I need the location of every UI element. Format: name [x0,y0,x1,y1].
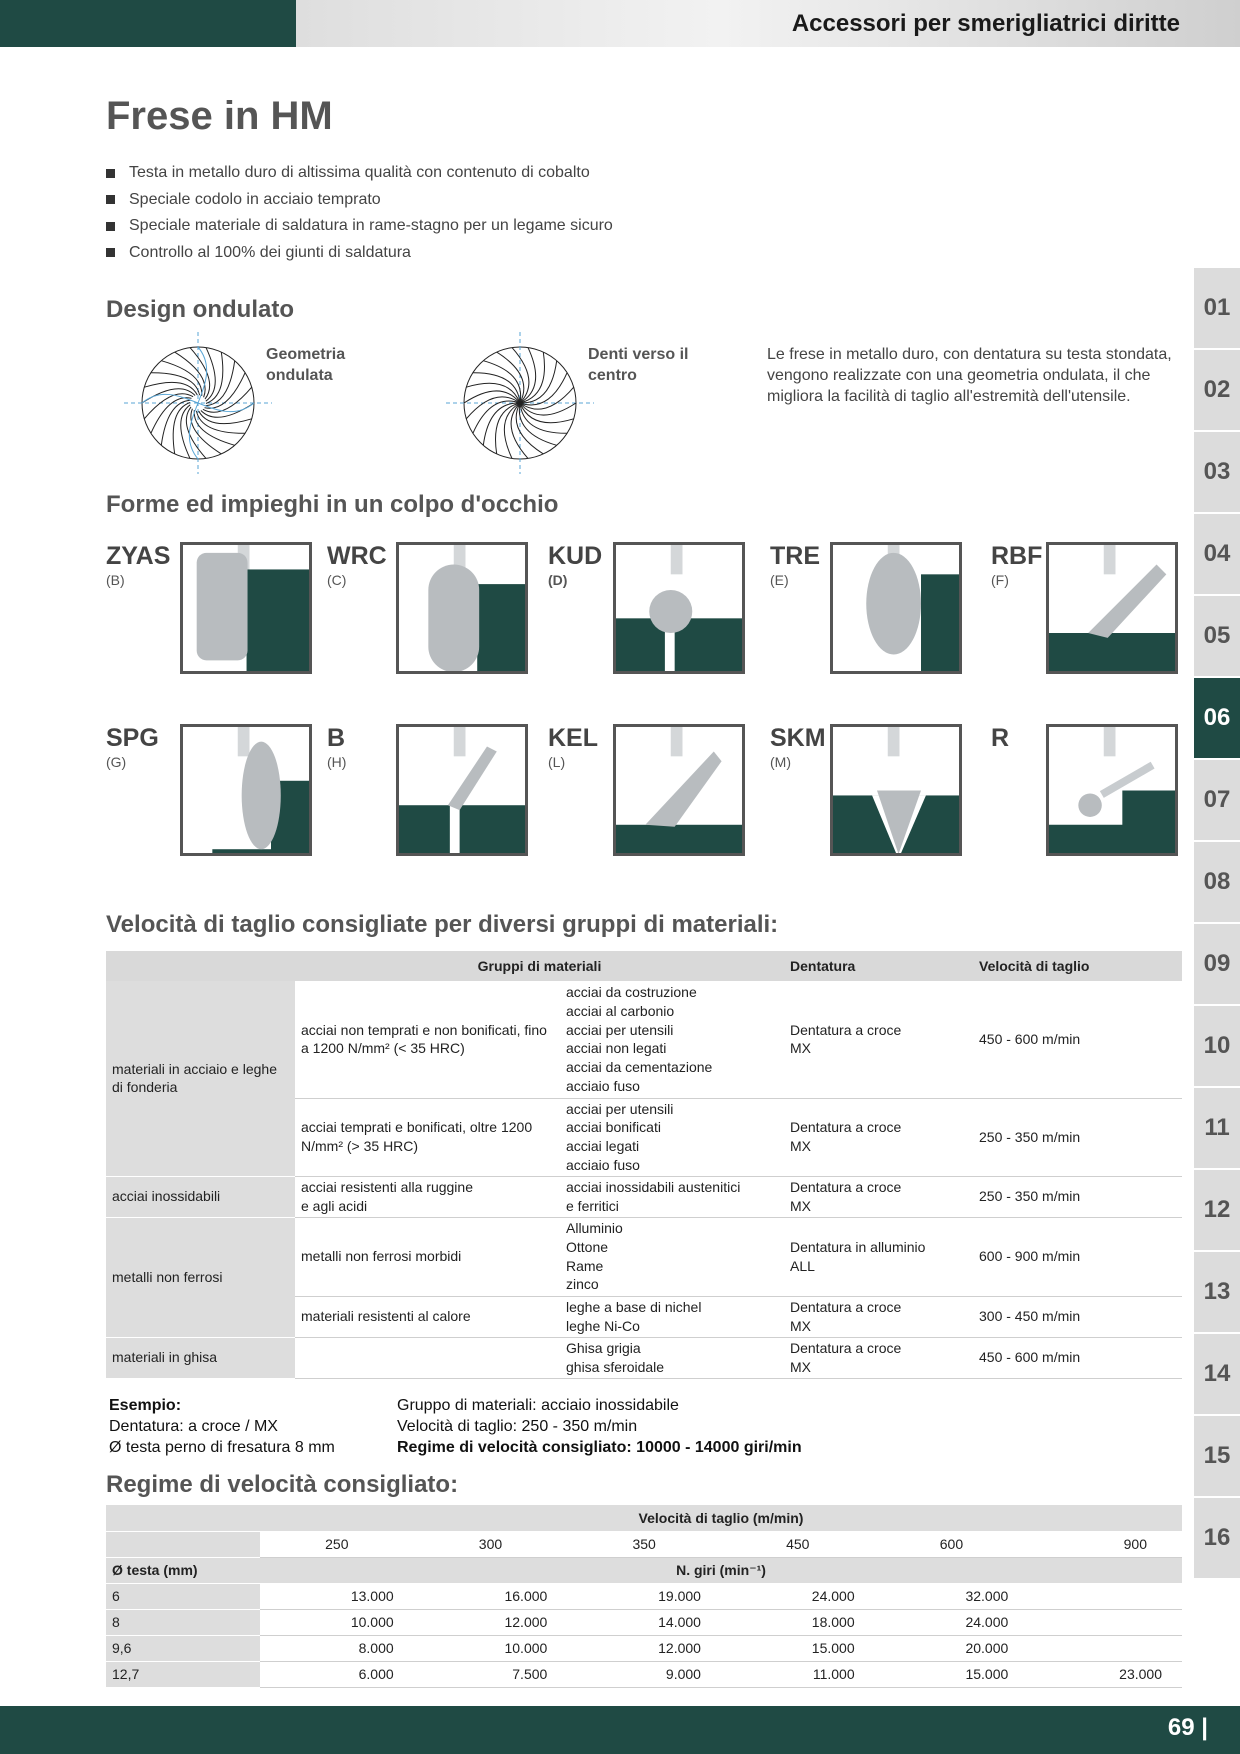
shape-kud [548,542,753,682]
shape-subcode: (L) [548,754,566,770]
shape-code: KUD [548,542,603,570]
bullet-square-icon [106,222,115,231]
shape-r [991,724,1186,864]
burr-profile-icon [399,727,528,856]
example-right: Gruppo di materiali: acciaio inossidabile Velocità di taglio: 250 - 350 m/min Regime di velocità consigliato: 10000 - 14000 giri/min [397,1397,802,1456]
center-teeth-diagram [442,330,598,476]
page-footer [0,1706,1240,1754]
shape-rbf [991,542,1186,682]
table-row: 6 13.000 16.000 19.000 24.000 32.000 [106,1583,1182,1609]
header-groups: Gruppi di materiali [295,951,784,981]
shape-subcode: (F) [991,572,1009,588]
page-number: 69 | [1167,1714,1208,1741]
shape-code: RBF [991,542,1043,570]
feature-item: Controllo al 100% dei giunti di saldatura [106,240,613,267]
group-cast: materiali in ghisa [106,1337,295,1378]
burr-image [830,724,962,856]
shape-subcode: (G) [106,754,127,770]
table-row: materiali in acciaio e leghe di fonderia acciai non temprati e non bonificati, fino a 1200 N/mm² (< 35 HRC) acciai da costruzione acciai al carbonio acciai per utensili acciai non legati acciai da cementazione acciaio fuso Dentatura a croce MX 450 - 600 m/min [106,981,1182,1098]
table-row: 8 10.000 12.000 14.000 18.000 24.000 [106,1609,1182,1635]
page-title: Frese in HM [106,94,333,138]
table-row: 9,6 8.000 10.000 12.000 15.000 20.000 [106,1635,1182,1661]
shape-code: KEL [548,724,598,752]
feature-item: Speciale materiale di saldatura in rame-stagno per un legame sicuro [106,213,613,240]
tab-06[interactable]: 06 [1194,678,1240,758]
header-accent [0,0,296,47]
example-label: Esempio: [109,1397,182,1414]
tab-05[interactable]: 05 [1194,596,1240,676]
shape-code: SPG [106,724,159,752]
feature-item: Testa in metallo duro di altissima qualità con contenuto di cobalto [106,160,613,187]
shapes-heading: Forme ed impieghi in un colpo d'occhio [106,491,559,518]
tab-09[interactable]: 09 [1194,924,1240,1004]
burr-image [613,724,745,856]
tab-04[interactable]: 04 [1194,514,1240,594]
table-row: materiali resistenti al calore leghe a base di nichel leghe Ni-Co Dentatura a croce MX 300 - 450 m/min [106,1296,1182,1337]
shape-tre [770,542,970,682]
shape-zyas [106,542,320,682]
burr-profile-icon [399,545,528,674]
burr-image [396,724,528,856]
rpm-heading: Regime di velocità consigliato: [106,1471,459,1498]
feature-list [106,160,613,266]
table-row: 12,7 6.000 7.500 9.000 11.000 15.000 23.000 [106,1661,1182,1687]
tab-14[interactable]: 14 [1194,1334,1240,1414]
tab-08[interactable]: 08 [1194,842,1240,922]
shape-b [327,724,536,864]
shape-subcode: (B) [106,572,125,588]
burr-profile-icon [1049,727,1178,856]
wavy-geometry-diagram [120,330,276,476]
header-title: Accessori per smerigliatrici diritte [791,10,1180,37]
chapter-tabs [1194,268,1240,1580]
shape-code: WRC [327,542,387,570]
burr-image [613,542,745,674]
burr-profile-icon [616,545,745,674]
burr-image [1046,724,1178,856]
burr-profile-icon [183,545,312,674]
cutting-speed-table [106,951,1182,1379]
tab-01[interactable]: 01 [1194,268,1240,348]
tab-03[interactable]: 03 [1194,432,1240,512]
feature-item: Speciale codolo in acciaio temprato [106,187,613,214]
design-label-wavy: Geometria ondulata [266,346,346,384]
burr-profile-icon [183,727,312,856]
speeds-heading: Velocità di taglio consigliate per diversi gruppi di materiali: [106,911,779,938]
page-header [0,0,1240,47]
shape-subcode: (M) [770,754,791,770]
table-row: acciai inossidabili acciai resistenti alla ruggine e agli acidi acciai inossidabili austenitici e ferritici Dentatura a croce MX 250 - 350 m/min [106,1176,1182,1217]
tab-13[interactable]: 13 [1194,1252,1240,1332]
shape-skm [770,724,970,864]
tab-12[interactable]: 12 [1194,1170,1240,1250]
tab-10[interactable]: 10 [1194,1006,1240,1086]
table-header-row [106,951,1182,981]
group-steel: materiali in acciaio e leghe di fonderia [106,981,295,1176]
diameter-header: Ø testa (mm) [106,1557,260,1583]
shape-subcode: (E) [770,572,789,588]
burr-profile-icon [1049,545,1178,674]
example-left: Esempio: Dentatura: a croce / MX Ø testa perno di fresatura 8 mm [109,1397,335,1456]
burr-image [830,542,962,674]
header-speed: Velocità di taglio [973,951,1182,981]
design-heading: Design ondulato [106,296,294,323]
table-row: materiali in ghisa Ghisa grigia ghisa sferoidale Dentatura a croce MX 450 - 600 m/min [106,1337,1182,1378]
rpm-header: N. giri (min⁻¹) [260,1557,1182,1583]
tab-11[interactable]: 11 [1194,1088,1240,1168]
burr-profile-icon [833,727,962,856]
rpm-table: Velocità di taglio (m/min) 250 300 350 450 600 900 Ø testa (mm) N. giri (min⁻¹) 6 13.000 16.000 19.000 24.000 32.000 8 10.000 12.000 14.000 18.000 24.000 9,6 8.000 10.000 12.000 15.000 20.000 12,7 6.000 7.500 9.000 11.000 15.000 23.000 [106,1505,1182,1688]
bullet-square-icon [106,248,115,257]
shape-code: SKM [770,724,826,752]
burr-image [180,724,312,856]
shape-wrc [327,542,536,682]
shape-subcode: (C) [327,572,347,588]
burr-image [1046,542,1178,674]
rosette-wavy-icon [124,332,272,474]
tab-15[interactable]: 15 [1194,1416,1240,1496]
shape-code: R [991,724,1010,752]
shape-code: B [327,724,346,752]
shape-code: TRE [770,542,820,570]
burr-image [396,542,528,674]
burr-profile-icon [616,727,745,856]
bullet-square-icon [106,169,115,178]
shape-code: ZYAS [106,542,171,570]
shape-spg [106,724,320,864]
rosette-center-icon [446,332,594,474]
design-description: Le frese in metallo duro, con dentatura su testa stondata, vengono realizzate con una geometria ondulata, il che migliora la facilità di taglio all'estremità dell'utensile. [767,346,1172,405]
table-row: acciai temprati e bonificati, oltre 1200 N/mm² (> 35 HRC) acciai per utensili acciai bonificati acciai legati acciaio fuso Dentatura a croce MX 250 - 350 m/min [106,1098,1182,1176]
bullet-square-icon [106,195,115,204]
burr-image [180,542,312,674]
speed-header: Velocità di taglio (m/min) [260,1505,1182,1531]
group-nonferrous: metalli non ferrosi [106,1217,295,1337]
tab-16[interactable]: 16 [1194,1498,1240,1578]
burr-profile-icon [833,545,962,674]
table-row: metalli non ferrosi metalli non ferrosi morbidi Alluminio Ottone Rame zinco Dentatura in alluminio ALL 600 - 900 m/min [106,1217,1182,1296]
tab-02[interactable]: 02 [1194,350,1240,430]
group-inox: acciai inossidabili [106,1176,295,1217]
example-result: Regime di velocità consigliato: 10000 - 14000 giri/min [397,1439,802,1456]
header-dentatura: Dentatura [784,951,973,981]
tab-07[interactable]: 07 [1194,760,1240,840]
shape-kel [548,724,753,864]
design-label-center: Denti verso il centro [588,346,689,384]
shape-subcode: (D) [548,572,568,588]
shape-subcode: (H) [327,754,347,770]
